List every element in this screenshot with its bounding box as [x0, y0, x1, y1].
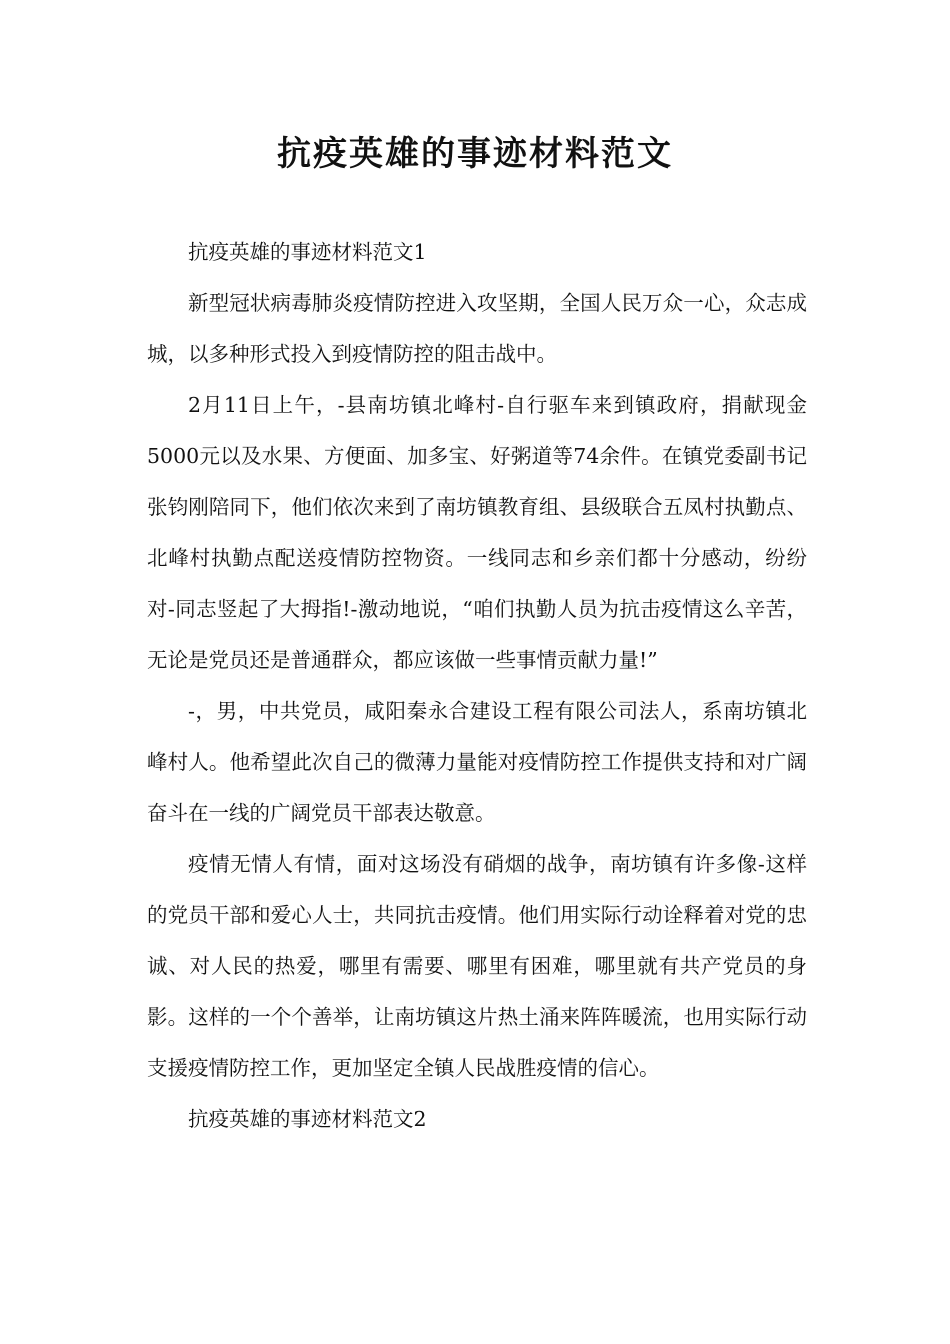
section-heading-1: 抗疫英雄的事迹材料范文1	[188, 240, 427, 264]
paragraph-donation: 2月11日上午，-县南坊镇北峰村-自行驱车来到镇政府，捐献现金5000元以及水果、方便面、加多宝、好粥道等74余件。在镇党委副书记张钧刚陪同下，他们依次来到了南坊镇教育组、县级联合五凤村执勤点、北峰村执勤点配送疫情防控物资。一线同志和乡亲们都十分感动，纷纷对-同志竖起了大拇指!-激动地说，“咱们执勤人员为抗击疫情这么辛苦，无论是党员还是普通群众，都应该做一些事情贡献力量!”	[147, 393, 807, 672]
paragraph-conclusion: 疫情无情人有情，面对这场没有硝烟的战争，南坊镇有许多像-这样的党员干部和爱心人士，共同抗击疫情。他们用实际行动诠释着对党的忠诚、对人民的热爱，哪里有需要、哪里有困难，哪里就有共产党员的身影。这样的一个个善举，让南坊镇这片热土涌来阵阵暖流，也用实际行动支援疫情防控工作，更加坚定全镇人民战胜疫情的信心。	[147, 852, 807, 1080]
paragraph-profile: -，男，中共党员，咸阳秦永合建设工程有限公司法人，系南坊镇北峰村人。他希望此次自己的微薄力量能对疫情防控工作提供支持和对广阔奋斗在一线的广阔党员干部表达敬意。	[147, 699, 807, 825]
document-title: 抗疫英雄的事迹材料范文	[277, 134, 673, 174]
section-heading-2: 抗疫英雄的事迹材料范文2	[188, 1107, 427, 1131]
paragraph-intro: 新型冠状病毒肺炎疫情防控进入攻坚期，全国人民万众一心，众志成城，以多种形式投入到疫情防控的阻击战中。	[147, 291, 807, 366]
document-body	[147, 227, 807, 1145]
